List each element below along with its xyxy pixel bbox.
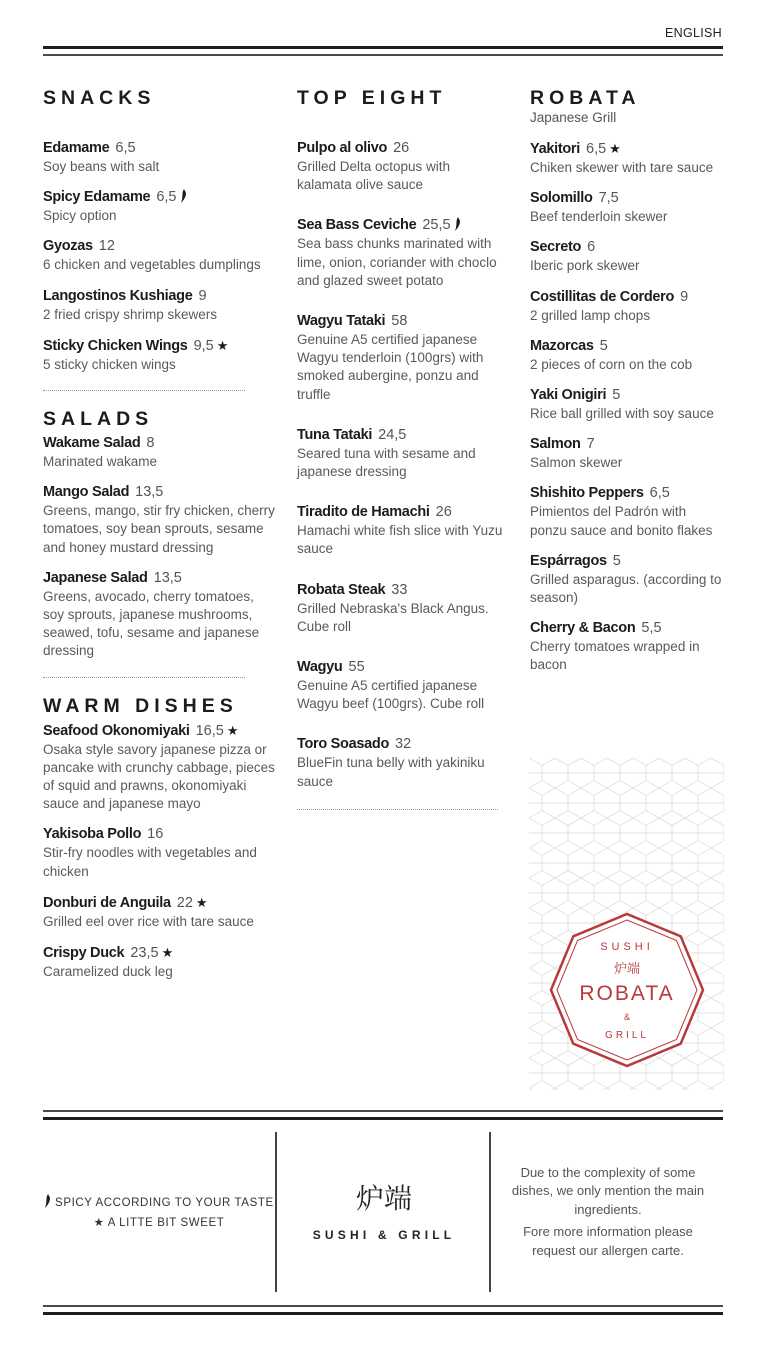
section-title: ROBATA bbox=[530, 87, 641, 109]
menu-item-description: BlueFin tuna belly with yakiniku sauce bbox=[297, 755, 485, 789]
brand-kanji: 炉端 bbox=[355, 1182, 412, 1215]
menu-item-price: 24,5 bbox=[378, 426, 407, 443]
footer-rule-thick-bottom bbox=[43, 1312, 723, 1315]
menu-item-description: Cherry tomatoes wrapped in bacon bbox=[530, 639, 700, 673]
menu-item-description: Spicy option bbox=[43, 208, 117, 224]
menu-item-name: Shishito Peppers bbox=[530, 485, 644, 502]
chili-pepper-icon bbox=[180, 189, 187, 203]
menu-item-header bbox=[530, 189, 725, 208]
menu-item-price: 25,5 bbox=[422, 217, 451, 234]
warm-dishes-list bbox=[43, 721, 275, 982]
star-icon: ★ bbox=[93, 1217, 105, 1229]
menu-item bbox=[43, 188, 275, 225]
menu-item-name: Mazorcas bbox=[530, 337, 594, 354]
section-salads bbox=[43, 407, 275, 661]
dotted-divider bbox=[297, 809, 498, 810]
section-robata bbox=[530, 86, 725, 675]
dotted-divider bbox=[43, 390, 245, 391]
star-icon: ★ bbox=[161, 945, 174, 961]
menu-item-name: Japanese Salad bbox=[43, 569, 148, 586]
header-rule-thick bbox=[43, 46, 723, 49]
section-title: SNACKS bbox=[43, 87, 156, 109]
menu-item-description: Genuine A5 certified japanese Wagyu beef (100grs). Cube roll bbox=[297, 678, 485, 712]
footer-brand bbox=[277, 1124, 491, 1300]
menu-item-name: Edamame bbox=[43, 140, 110, 156]
menu-item-header bbox=[43, 434, 275, 453]
menu-item-price: 26 bbox=[393, 140, 410, 156]
menu-item-header bbox=[530, 552, 725, 571]
menu-item-description: Grilled Delta octopus with kalamata olive sauce bbox=[297, 159, 451, 193]
menu-item-header bbox=[530, 484, 725, 503]
menu-item-description: Genuine A5 certified japanese Wagyu tenderloin (100grs) with smoked aubergine, ponzu and truffle bbox=[297, 332, 484, 402]
menu-item-header bbox=[297, 426, 507, 445]
hex-pattern-with-logo bbox=[529, 758, 724, 1090]
menu-item-description: Chiken skewer with tare sauce bbox=[530, 160, 714, 175]
menu-item-price: 16,5 bbox=[195, 722, 224, 739]
menu-item-header bbox=[297, 312, 507, 331]
menu-item-header bbox=[43, 139, 275, 158]
allergen-note-1: Due to the complexity of some dishes, we only mention the main ingredients. bbox=[511, 1164, 705, 1217]
menu-item-name: Toro Soasado bbox=[297, 736, 390, 753]
menu-item-header bbox=[43, 287, 275, 306]
menu-item-description: Soy beans with salt bbox=[43, 159, 160, 174]
menu-item-price: 5 bbox=[599, 337, 608, 354]
menu-item-description: 5 sticky chicken wings bbox=[43, 356, 176, 372]
menu-item-description: 2 fried crispy shrimp skewers bbox=[43, 306, 218, 322]
menu-item-price: 5 bbox=[612, 552, 621, 569]
menu-item bbox=[43, 139, 275, 176]
legend-spicy-text: SPICY ACCORDING TO YOUR TASTE bbox=[55, 1197, 274, 1209]
menu-item-description: Salmon skewer bbox=[530, 455, 623, 471]
menu-item bbox=[43, 825, 275, 880]
menu-item-price: 9,5 bbox=[193, 337, 214, 354]
menu-item-description: 2 pieces of corn on the cob bbox=[530, 356, 693, 372]
menu-item-price: 58 bbox=[391, 313, 408, 330]
section-warm-dishes bbox=[43, 694, 275, 982]
menu-item-name: Sea Bass Ceviche bbox=[297, 217, 417, 234]
allergen-note bbox=[493, 1124, 723, 1300]
menu-item bbox=[530, 139, 725, 177]
menu-item-description: Beef tenderloin skewer bbox=[530, 209, 668, 225]
menu-item-description: Greens, mango, stir fry chicken, cherry tomatoes, soy bean sprouts, sesame and honey mustard dressing bbox=[43, 503, 275, 555]
menu-item-name: Seafood Okonomiyaki bbox=[43, 722, 190, 739]
menu-item-name: Wagyu bbox=[297, 659, 343, 676]
menu-item-description: Rice ball grilled with soy sauce bbox=[530, 406, 714, 422]
menu-item-header bbox=[43, 188, 275, 207]
menu-item-header bbox=[43, 893, 275, 913]
menu-item bbox=[43, 434, 275, 471]
menu-item-description: Grilled eel over rice with tare sauce bbox=[43, 913, 254, 929]
footer bbox=[43, 1124, 723, 1300]
menu-item-name: Solomillo bbox=[530, 190, 593, 207]
menu-item-name: Cherry & Bacon bbox=[530, 620, 636, 637]
menu-item-price: 6,5 bbox=[115, 140, 136, 156]
menu-item-name: Yakisoba Pollo bbox=[43, 826, 142, 843]
menu-item-header bbox=[43, 237, 275, 256]
menu-item-name: Wagyu Tataki bbox=[297, 313, 386, 330]
menu-item-price: 5 bbox=[612, 387, 621, 404]
menu-item bbox=[530, 238, 725, 275]
menu-item-name: Wakame Salad bbox=[43, 435, 141, 452]
section-snacks bbox=[43, 86, 275, 374]
robata-list bbox=[530, 139, 725, 675]
snacks-list bbox=[43, 139, 275, 374]
menu-item-price: 6 bbox=[587, 239, 596, 256]
language-selector[interactable]: ENGLISH bbox=[665, 26, 722, 40]
menu-item-header bbox=[530, 386, 725, 405]
menu-item bbox=[43, 237, 275, 274]
menu-item-price: 23,5 bbox=[130, 945, 159, 962]
menu-item-description: Caramelized duck leg bbox=[43, 964, 173, 980]
section-title: TOP EIGHT bbox=[297, 87, 447, 109]
menu-item-header bbox=[43, 943, 275, 963]
legend-sweet-text: A LITTE BIT SWEET bbox=[107, 1217, 225, 1229]
menu-item-header bbox=[530, 238, 725, 257]
menu-item bbox=[43, 893, 275, 931]
menu-item-description: Grilled Nebraska's Black Angus. Cube roll bbox=[297, 600, 489, 634]
column-middle bbox=[297, 86, 507, 810]
footer-rule-thin-top bbox=[43, 1110, 723, 1112]
menu-item-description: Hamachi white fish slice with Yuzu sauce bbox=[297, 523, 503, 557]
menu-item-header bbox=[297, 139, 507, 158]
menu-item bbox=[530, 552, 725, 607]
menu-item-price: 9 bbox=[198, 287, 207, 304]
menu-item-price: 16 bbox=[147, 826, 164, 843]
salads-list bbox=[43, 434, 275, 661]
menu-item-description: Osaka style savory japanese pizza or pancake with crunchy cabbage, pieces of squid and prawns, okonomiyaki sauce and japanese mayo bbox=[43, 741, 275, 812]
header-rule-thin bbox=[43, 54, 723, 56]
menu-item-name: Salmon bbox=[530, 436, 581, 453]
svg-text:GRILL: GRILL bbox=[605, 1030, 649, 1041]
menu-item-price: 6,5 bbox=[649, 485, 670, 502]
svg-text:SUSHI: SUSHI bbox=[600, 941, 654, 953]
section-title: SALADS bbox=[43, 408, 154, 431]
menu-item-description: 2 grilled lamp chops bbox=[530, 307, 651, 323]
menu-item-price: 32 bbox=[395, 736, 412, 753]
menu-item-name: Tiradito de Hamachi bbox=[297, 504, 430, 521]
menu-item-header bbox=[43, 569, 275, 588]
chili-pepper-icon bbox=[454, 217, 461, 231]
legend-spicy bbox=[44, 1194, 274, 1210]
menu-item bbox=[297, 735, 507, 790]
menu-item bbox=[530, 435, 725, 472]
top-eight-list bbox=[297, 139, 507, 791]
footer-rule-thick-top bbox=[43, 1117, 723, 1120]
star-icon: ★ bbox=[226, 722, 239, 738]
menu-item-price: 22 bbox=[176, 894, 193, 911]
menu-item bbox=[43, 287, 275, 324]
allergen-note-2: Fore more information please request our allergen carte. bbox=[523, 1224, 693, 1258]
menu-item-price: 6,5 bbox=[586, 141, 607, 157]
svg-text:ROBATA: ROBATA bbox=[579, 982, 675, 1005]
menu-item-header bbox=[530, 337, 725, 356]
menu-item-header bbox=[297, 216, 507, 235]
menu-item-price: 7 bbox=[586, 436, 595, 453]
menu-item-header bbox=[43, 721, 275, 741]
menu-item bbox=[297, 503, 507, 558]
menu-item-description: 6 chicken and vegetables dumplings bbox=[43, 257, 261, 273]
menu-item-header bbox=[530, 139, 725, 159]
menu-item-name: Yaki Onigiri bbox=[530, 387, 607, 404]
menu-item-name: Donburi de Anguila bbox=[43, 894, 171, 911]
menu-item-name: Costillitas de Cordero bbox=[530, 288, 675, 305]
column-right bbox=[530, 86, 725, 675]
footer-divider bbox=[489, 1132, 491, 1292]
menu-item bbox=[297, 658, 507, 713]
section-top-eight bbox=[297, 86, 507, 791]
menu-item-description: Greens, avocado, cherry tomatoes, soy sprouts, japanese mushrooms, seawed, tofu, sesame and japanese dressing bbox=[43, 588, 260, 659]
star-icon: ★ bbox=[216, 337, 229, 353]
menu-item-description: Stir-fry noodles with vegetables and chicken bbox=[43, 845, 257, 879]
menu-item-name: Langostinos Kushiage bbox=[43, 287, 193, 304]
menu-item-header bbox=[43, 483, 275, 502]
menu-item bbox=[530, 337, 725, 374]
menu-item-price: 7,5 bbox=[598, 190, 619, 207]
menu-item-name: Yakitori bbox=[530, 141, 580, 157]
menu-item-header bbox=[530, 619, 725, 638]
menu-item-header bbox=[530, 435, 725, 454]
section-title: WARM DISHES bbox=[43, 694, 238, 717]
menu-item-price: 12 bbox=[98, 238, 115, 255]
menu-item-name: Tuna Tataki bbox=[297, 426, 373, 443]
menu-item-description: Seared tuna with sesame and japanese dressing bbox=[297, 445, 476, 480]
menu-item-header bbox=[297, 658, 507, 677]
menu-item-header bbox=[297, 581, 507, 600]
menu-item bbox=[297, 581, 507, 636]
menu-item bbox=[530, 386, 725, 423]
menu-item bbox=[43, 336, 275, 374]
section-subtitle: Japanese Grill bbox=[530, 110, 617, 125]
menu-item-header bbox=[530, 288, 725, 307]
svg-text:&: & bbox=[623, 1012, 631, 1022]
menu-item bbox=[297, 216, 507, 290]
menu-item-description: Sea bass chunks marinated with lime, onion, coriander with choclo and glazed sweet potato bbox=[297, 236, 497, 288]
legend-sweet bbox=[94, 1216, 225, 1230]
menu-item bbox=[297, 312, 507, 404]
menu-item-header bbox=[43, 336, 275, 356]
menu-item-name: Mango Salad bbox=[43, 484, 130, 501]
menu-item-name: Pulpo al olivo bbox=[297, 140, 388, 156]
menu-item-price: 55 bbox=[348, 659, 365, 676]
menu-item bbox=[530, 484, 725, 539]
menu-item-header bbox=[297, 735, 507, 754]
menu-item-price: 8 bbox=[146, 435, 155, 452]
menu-item bbox=[43, 943, 275, 981]
menu-item-name: Espárragos bbox=[530, 552, 607, 569]
menu-item bbox=[43, 483, 275, 557]
menu-item-price: 9 bbox=[680, 288, 689, 305]
star-icon: ★ bbox=[609, 141, 621, 156]
brand-subtitle: SUSHI & GRILL bbox=[312, 1228, 456, 1242]
menu-item-name: Secreto bbox=[530, 239, 582, 256]
menu-item bbox=[297, 139, 507, 194]
menu-item-price: 33 bbox=[391, 581, 408, 598]
dotted-divider bbox=[43, 677, 245, 678]
menu-item bbox=[43, 721, 275, 814]
menu-item-name: Gyozas bbox=[43, 238, 93, 255]
column-left bbox=[43, 86, 275, 981]
menu-item-description: Marinated wakame bbox=[43, 454, 158, 470]
menu-item-price: 13,5 bbox=[135, 484, 164, 501]
legend bbox=[43, 1124, 275, 1300]
menu-item-name: Robata Steak bbox=[297, 581, 386, 598]
chili-pepper-icon bbox=[44, 1194, 51, 1208]
menu-item-price: 6,5 bbox=[156, 189, 177, 206]
svg-text:炉端: 炉端 bbox=[613, 962, 641, 977]
menu-item bbox=[530, 288, 725, 325]
menu-item-price: 13,5 bbox=[153, 569, 182, 586]
menu-item bbox=[530, 189, 725, 226]
menu-item-name: Spicy Edamame bbox=[43, 189, 151, 206]
menu-item bbox=[43, 569, 275, 661]
menu-item-price: 5,5 bbox=[641, 620, 662, 637]
menu-item bbox=[297, 426, 507, 481]
star-icon: ★ bbox=[195, 894, 208, 910]
menu-item-header bbox=[43, 825, 275, 844]
footer-rule-thin-bottom bbox=[43, 1305, 723, 1307]
menu-item-description: Pimientos del Padrón with ponzu sauce and bonito flakes bbox=[530, 504, 713, 538]
menu-item-description: Grilled asparagus. (according to season) bbox=[530, 571, 722, 606]
menu-item-name: Sticky Chicken Wings bbox=[43, 337, 188, 354]
menu-item-name: Crispy Duck bbox=[43, 945, 125, 962]
menu-item bbox=[530, 619, 725, 674]
menu-item-price: 26 bbox=[435, 504, 452, 521]
menu-item-header bbox=[297, 503, 507, 522]
robata-logo bbox=[547, 910, 707, 1070]
menu-item-description: Iberic pork skewer bbox=[530, 258, 640, 274]
